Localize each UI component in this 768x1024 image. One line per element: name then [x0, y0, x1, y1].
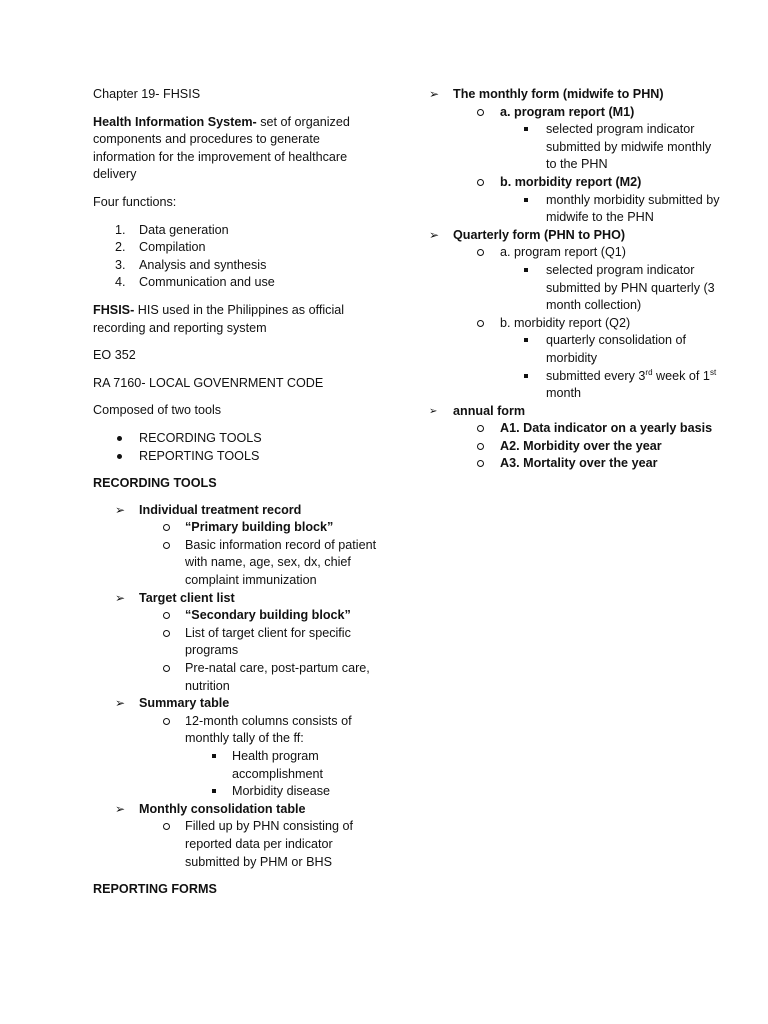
square-bullet-icon	[524, 198, 528, 202]
left-column	[93, 86, 383, 909]
m2-item	[425, 174, 725, 192]
circle-bullet-icon	[477, 425, 484, 432]
list-number: 2.	[115, 240, 126, 255]
itr-sub-item	[93, 519, 383, 537]
circle-bullet-icon	[477, 443, 484, 450]
his-definition	[93, 114, 383, 184]
list-number: 3.	[115, 257, 126, 272]
ra-line: RA 7160- LOCAL GOVENRMENT CODE	[93, 375, 324, 390]
item-text: List of target client for specific programs	[185, 625, 351, 658]
superscript: rd	[645, 367, 653, 377]
a2-item	[425, 438, 725, 456]
arrow-bullet-icon: ➢	[115, 801, 126, 816]
circle-bullet-icon	[477, 460, 484, 467]
item-text: Basic information record of patient with name, age, sex, dx, chief complaint immunization	[185, 537, 377, 588]
circle-bullet-icon	[477, 320, 484, 327]
item-text: a. program report (Q1)	[500, 245, 626, 260]
circle-bullet-icon	[163, 542, 170, 549]
square-bullet-icon	[524, 268, 528, 272]
item-text: b. morbidity report (M2)	[500, 174, 642, 189]
item-title: Target client list	[139, 590, 235, 605]
arrow-bullet-icon: ➢	[429, 227, 440, 242]
square-bullet-icon	[524, 338, 528, 342]
fhsis-term: FHSIS-	[93, 302, 135, 317]
monthly-form-item	[425, 86, 725, 104]
list-item-text: Analysis and synthesis	[139, 257, 267, 272]
m1-item	[425, 104, 725, 122]
itr-sub-item	[93, 537, 383, 590]
tools-list	[93, 430, 383, 465]
circle-bullet-icon	[163, 524, 170, 531]
functions-list	[93, 222, 383, 292]
item-text: Morbidity disease	[232, 784, 330, 799]
mct-sub-item	[93, 818, 383, 871]
item-title: Monthly consolidation table	[139, 801, 306, 816]
item-text: selected program indicator submitted by midwife monthly to the PHN	[546, 122, 712, 172]
item-title: annual form	[453, 403, 526, 418]
tcl-item	[93, 590, 383, 608]
list-item: RECORDING TOOLS	[93, 430, 383, 448]
item-text: Pre-natal care, post-partum care, nutrition	[185, 661, 370, 693]
his-term: Health Information System-	[93, 114, 257, 129]
list-item	[93, 274, 383, 292]
item-text: b. morbidity report (Q2)	[500, 315, 631, 330]
right-column	[425, 86, 725, 473]
item-text: A1. Data indicator on a yearly basis	[500, 421, 713, 436]
quarterly-form-item	[425, 227, 725, 245]
item-text: 12-month columns consists of monthly tally of the ff:	[185, 713, 352, 746]
four-functions-label: Four functions:	[93, 194, 177, 209]
mct-item	[93, 801, 383, 819]
square-bullet-icon	[524, 127, 528, 131]
recording-tools-heading	[93, 475, 383, 493]
arrow-bullet-icon: ➢	[429, 87, 440, 101]
square-bullet-icon	[524, 374, 528, 378]
item-title: Quarterly form (PHN to PHO)	[453, 227, 626, 242]
item-text: Health program accomplishment	[232, 749, 323, 781]
circle-bullet-icon	[163, 612, 170, 619]
summary-sub-item	[93, 713, 383, 748]
m1-detail	[425, 121, 725, 174]
item-text: submitted every 3	[546, 368, 646, 383]
item-text: A3. Mortality over the year	[500, 456, 658, 471]
circle-bullet-icon	[477, 109, 484, 116]
arrow-bullet-icon: ➢	[115, 696, 126, 711]
list-item: REPORTING TOOLS	[93, 448, 383, 466]
q1-detail	[425, 262, 725, 315]
list-number: 1.	[115, 222, 126, 237]
square-bullet-icon	[212, 754, 216, 758]
arrow-bullet-icon: ➢	[429, 405, 438, 417]
his-def-text: set of organized components and procedures to generate information for the improvement of healthcare delivery	[93, 114, 350, 182]
tcl-sub-item	[93, 625, 383, 660]
composed-line: Composed of two tools	[93, 403, 222, 418]
list-number: 4.	[115, 275, 126, 290]
q2-detail	[425, 368, 725, 403]
annual-form-item	[425, 403, 725, 421]
circle-bullet-icon	[477, 249, 484, 256]
item-text: monthly morbidity submitted by midwife to the PHN	[546, 192, 720, 225]
circle-bullet-icon	[163, 630, 170, 637]
circle-bullet-icon	[163, 823, 170, 830]
a3-item	[425, 455, 725, 473]
item-text: month	[546, 386, 582, 401]
item-title: Summary table	[139, 696, 230, 711]
fhsis-definition	[93, 302, 383, 337]
tcl-sub-item	[93, 660, 383, 695]
q2-item	[425, 315, 725, 333]
heading-text: REPORTING FORMS	[93, 882, 217, 897]
list-item	[93, 239, 383, 257]
square-bullet-icon	[212, 789, 216, 793]
heading-text: RECORDING TOOLS	[93, 476, 217, 491]
arrow-bullet-icon: ➢	[115, 590, 126, 605]
list-item	[93, 222, 383, 240]
summary-sub-sub-item	[93, 748, 383, 783]
itr-item	[93, 502, 383, 520]
circle-bullet-icon	[163, 665, 170, 672]
eo-line: EO 352	[93, 348, 136, 363]
q2-detail	[425, 332, 725, 367]
reporting-forms-heading	[93, 881, 383, 899]
item-title: Individual treatment record	[139, 502, 302, 517]
arrow-bullet-icon: ➢	[115, 502, 126, 517]
tcl-sub-item	[93, 607, 383, 625]
superscript: st	[709, 367, 717, 377]
item-title: The monthly form (midwife to PHN)	[453, 87, 664, 101]
item-text: selected program indicator submitted by PHN quarterly (3 month collection)	[546, 262, 715, 313]
item-text: A2. Morbidity over the year	[500, 438, 662, 453]
item-text: “Primary building block”	[185, 520, 334, 535]
item-text: “Secondary building block”	[185, 608, 351, 623]
m2-detail	[425, 192, 725, 227]
q1-item	[425, 244, 725, 262]
item-text: quarterly consolidation of morbidity	[546, 333, 687, 365]
fhsis-def-text: HIS used in the Philippines as official recording and reporting system	[93, 302, 345, 335]
item-text: Filled up by PHN consisting of reported data per indicator submitted by PHM or BHS	[185, 819, 353, 869]
summary-item	[93, 695, 383, 713]
item-text: week of 1	[652, 368, 710, 383]
list-item	[93, 257, 383, 275]
list-item-text: Compilation	[139, 240, 206, 255]
item-text: a. program report (M1)	[500, 104, 635, 119]
list-item-text: Data generation	[139, 222, 229, 237]
circle-bullet-icon	[477, 179, 484, 186]
circle-bullet-icon	[163, 718, 170, 725]
summary-sub-sub-item	[93, 783, 383, 801]
a1-item	[425, 420, 725, 438]
list-item-text: Communication and use	[139, 275, 275, 290]
chapter-title: Chapter 19- FHSIS	[93, 87, 201, 101]
